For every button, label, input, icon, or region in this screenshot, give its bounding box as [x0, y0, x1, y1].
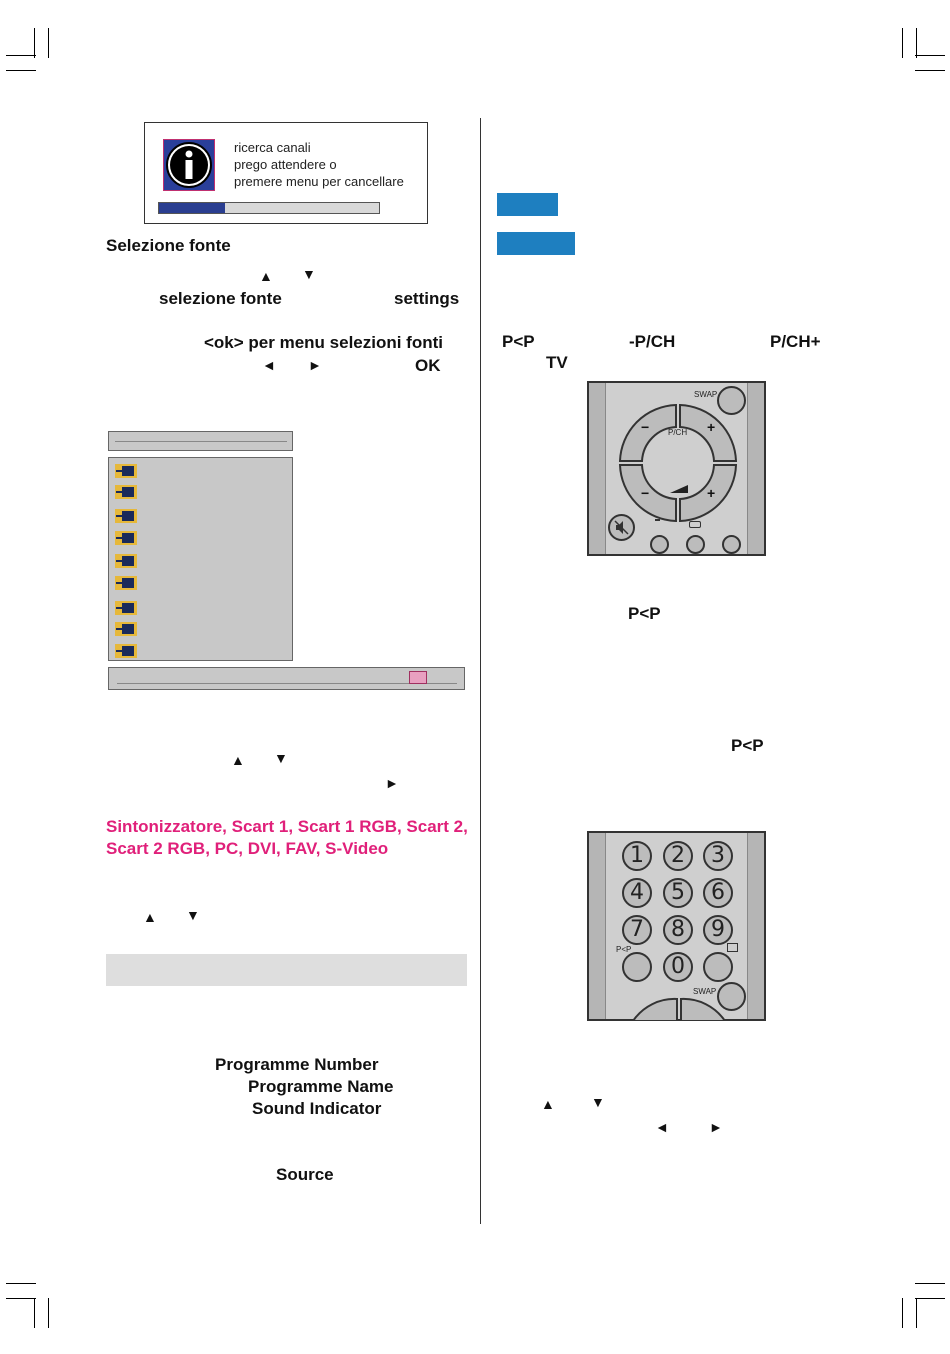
digit-3-button[interactable]: 3 [703, 841, 733, 871]
crop-mark [915, 1298, 945, 1299]
source-connector-icon [115, 531, 137, 545]
pch-minus-label: -P/CH [629, 332, 676, 351]
crop-mark [34, 28, 35, 58]
pch-plus-label: P/CH+ [770, 332, 821, 351]
pch-dpad-label: P/CH [668, 428, 688, 437]
source-connector-icon [115, 485, 137, 499]
up-arrow-icon: ▲ [259, 268, 273, 284]
crop-mark [34, 1298, 35, 1328]
right-arrow-icon: ► [385, 775, 399, 791]
digit-5-button[interactable]: 5 [663, 878, 693, 908]
source-connector-icon [115, 622, 137, 636]
up-arrow-icon: ▲ [143, 909, 157, 925]
up-arrow-icon: ▲ [231, 752, 245, 768]
down-arrow-icon: ▼ [591, 1094, 605, 1110]
mute-button[interactable] [608, 514, 635, 541]
source-connector-icon [115, 576, 137, 590]
source-menu-title-bar [108, 431, 293, 451]
blue-highlight-long [497, 232, 575, 255]
programme-number-label: Programme Number [215, 1055, 379, 1074]
remote-small-button-2[interactable] [686, 535, 705, 554]
sound-indicator-label: Sound Indicator [252, 1099, 382, 1118]
remote-small-button-1[interactable] [650, 535, 669, 554]
ch-minus-button[interactable]: − [641, 419, 650, 435]
dpad-top-partial [629, 997, 729, 1021]
crop-mark [48, 28, 49, 58]
source-connector-icon [115, 509, 137, 523]
digit-7-button[interactable]: 7 [622, 915, 652, 945]
digit-0-button[interactable]: 0 [663, 952, 693, 982]
tv-label: TV [546, 353, 568, 372]
remote-control-panel [587, 381, 766, 556]
source-connector-icon [115, 601, 137, 615]
dialog-line-1: ricerca canali [234, 140, 311, 155]
swap-key-label: SWAP [693, 987, 717, 996]
swap-label: SWAP [694, 390, 718, 399]
channel-search-dialog [144, 122, 428, 224]
up-arrow-icon: ▲ [541, 1096, 555, 1112]
menu-nav-icon [409, 671, 427, 684]
remote-small-button-3[interactable] [722, 535, 741, 554]
crop-mark [6, 70, 36, 71]
selezione-fonte-label: selezione fonte [159, 289, 282, 308]
info-icon [163, 139, 215, 191]
tv-screen-icon [689, 521, 701, 528]
digit-4-button[interactable]: 4 [622, 878, 652, 908]
crop-mark [915, 1283, 945, 1284]
crop-mark [48, 1298, 49, 1328]
crop-mark [902, 28, 903, 58]
pp-label: P<P [502, 332, 535, 351]
ch-plus-button[interactable]: + [707, 419, 716, 435]
left-arrow-icon: ◄ [262, 357, 276, 373]
source-connector-icon [115, 644, 137, 658]
down-arrow-icon: ▼ [186, 907, 200, 923]
pp-key-label: P<P [616, 945, 632, 954]
source-connector-icon [115, 554, 137, 568]
digit-6-button[interactable]: 6 [703, 878, 733, 908]
crop-mark [915, 55, 945, 56]
digit-9-button[interactable]: 9 [703, 915, 733, 945]
pp-label-2: P<P [628, 604, 661, 623]
crop-mark [6, 55, 36, 56]
crop-mark [915, 70, 945, 71]
digit-1-button[interactable]: 1 [622, 841, 652, 871]
ok-label: OK [415, 356, 441, 375]
column-divider [480, 118, 481, 1224]
settings-label: settings [394, 289, 460, 308]
source-menu-list[interactable] [108, 457, 293, 661]
remote-keypad-panel [587, 831, 766, 1021]
left-arrow-icon: ◄ [655, 1119, 669, 1135]
pip-button[interactable] [703, 952, 733, 982]
dialog-line-3: premere menu per cancellare [234, 174, 404, 189]
minus-icon [655, 519, 660, 521]
down-arrow-icon: ▼ [274, 750, 288, 766]
source-connector-icon [115, 464, 137, 478]
source-label: Source [276, 1165, 334, 1184]
ok-menu-label: <ok> per menu selezioni fonti [204, 333, 443, 352]
right-arrow-icon: ► [308, 357, 322, 373]
crop-mark [6, 1283, 36, 1284]
vol-minus-button[interactable]: − [641, 485, 650, 501]
right-arrow-icon: ► [709, 1119, 723, 1135]
dialog-line-2: prego attendere o [234, 157, 337, 172]
pip-icon [727, 943, 738, 952]
crop-mark [6, 1298, 36, 1299]
vol-plus-button[interactable]: + [707, 485, 716, 501]
dpad-ring [614, 399, 742, 527]
crop-mark [916, 1298, 917, 1328]
search-progress-bar [158, 202, 380, 214]
down-arrow-icon: ▼ [302, 266, 316, 282]
pp-button[interactable] [622, 952, 652, 982]
pp-label-3: P<P [731, 736, 764, 755]
mute-icon [610, 516, 633, 539]
digit-2-button[interactable]: 2 [663, 841, 693, 871]
progress-fill [159, 203, 225, 213]
blue-highlight-short [497, 193, 558, 216]
crop-mark [916, 28, 917, 58]
source-options-list: Sintonizzatore, Scart 1, Scart 1 RGB, Scart 2, Scart 2 RGB, PC, DVI, FAV, S-Video [106, 817, 468, 858]
source-menu-footer [108, 667, 465, 690]
crop-mark [902, 1298, 903, 1328]
section-heading: Selezione fonte [106, 236, 231, 255]
digit-8-button[interactable]: 8 [663, 915, 693, 945]
grey-header-bar [106, 954, 467, 986]
programme-name-label: Programme Name [248, 1077, 394, 1096]
